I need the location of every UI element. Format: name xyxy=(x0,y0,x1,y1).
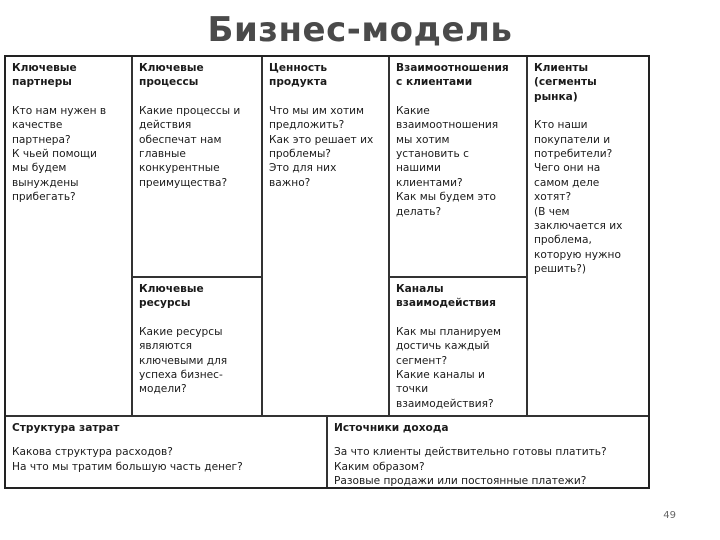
key-resources-block xyxy=(133,278,261,415)
cost-structure-heading: Структура затрат xyxy=(12,422,120,434)
value-proposition-block xyxy=(263,57,388,415)
key-partners-text: Кто нам нужен в качестве партнера? К чьей помощи мы будем вынуждены прибегать? xyxy=(12,104,107,204)
key-partners-heading: Ключевые партнеры xyxy=(12,62,77,89)
value-proposition-text: Что мы им хотим предложить? Как это решает их проблемы? Это для них важно? xyxy=(269,104,374,189)
channels-text: Как мы планируем достичь каждый сегмент? Какие каналы и точки взаимодействия? xyxy=(396,325,502,410)
slide-title: Бизнес-модель xyxy=(207,10,513,50)
key-activities-text: Какие процессы и действия обеспечат нам главные конкурентные преимущества? xyxy=(139,104,241,189)
key-resources-text: Какие ресурсы являются ключевыми для успеха бизнес- модели? xyxy=(139,325,228,396)
customer-segments-block xyxy=(528,57,648,415)
key-resources-heading: Ключевые ресурсы xyxy=(139,283,204,310)
customer-relationships-block xyxy=(390,57,526,276)
customer-relationships-heading: Взаимоотношения с клиентами xyxy=(396,62,509,89)
channels-block xyxy=(390,278,526,415)
revenue-streams-text: За что клиенты действительно готовы платить? Каким образом? Разовые продажи или постоянные платежи? xyxy=(334,446,607,487)
customer-relationships-text: Какие взаимоотношения мы хотим установить с нашими клиентами? Как мы будем это делать? xyxy=(396,104,499,218)
revenue-streams-heading: Источники дохода xyxy=(334,422,449,434)
customer-segments-text: Кто наши покупатели и потребители? Чего они на самом деле хотят? (В чем заключается их проблема, которую нужно решить?) xyxy=(534,119,623,276)
channels-heading: Каналы взаимодействия xyxy=(396,283,496,310)
value-proposition-heading: Ценность продукта xyxy=(269,62,328,89)
customer-segments-heading: Клиенты (сегменты рынка) xyxy=(534,62,597,103)
key-partners-block xyxy=(6,57,131,415)
key-activities-block xyxy=(133,57,261,276)
cost-structure-block xyxy=(6,417,326,487)
cost-structure-text: Какова структура расходов? На что мы тратим большую часть денег? xyxy=(12,446,243,473)
page-number: 49 xyxy=(663,510,676,521)
key-activities-heading: Ключевые процессы xyxy=(139,62,204,89)
revenue-streams-block xyxy=(328,417,648,487)
business-model-canvas xyxy=(4,55,650,489)
